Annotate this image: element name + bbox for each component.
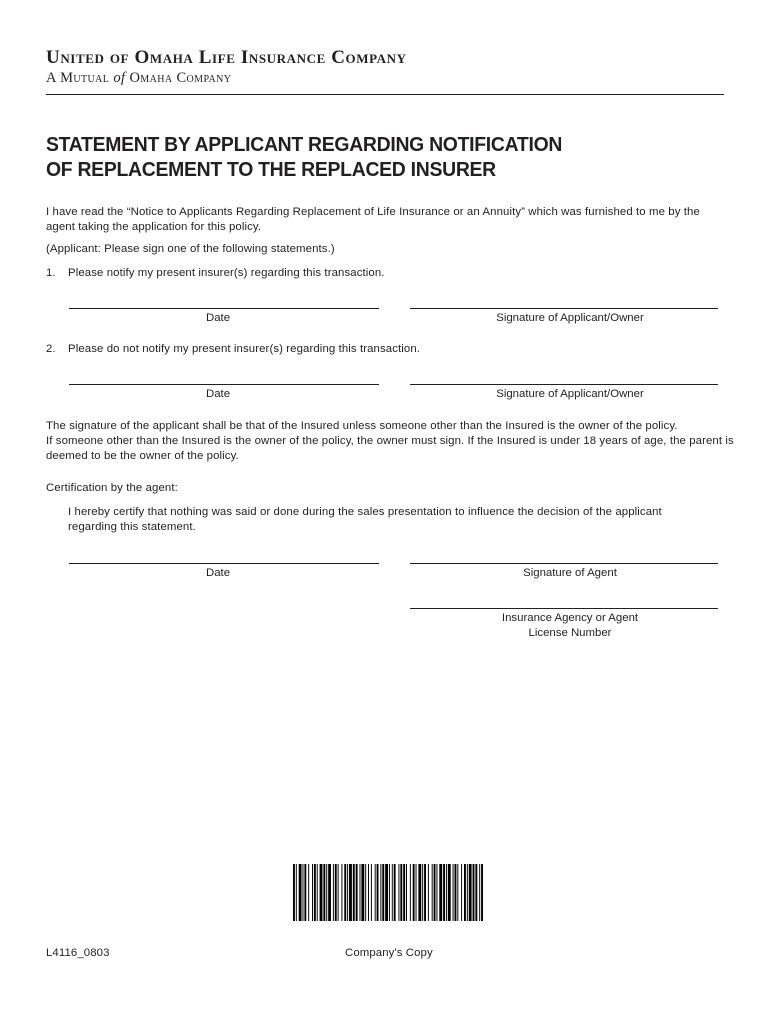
copy-label: Company's Copy [345,947,433,959]
option-2-date-label: Date [205,388,231,400]
agent-signature-label: Signature of Agent [523,567,617,579]
barcode-bar [314,864,316,921]
barcode-bar [360,864,361,921]
barcode [293,864,483,921]
barcode-bar [333,864,334,921]
barcode-bar [453,864,454,921]
barcode-bar [473,864,475,921]
barcode-bar [341,864,342,921]
barcode-bar [323,864,325,921]
barcode-bar [365,864,366,921]
tagline-prefix: A Mutual [46,70,110,86]
agency-license-label-line-1: Insurance Agency or Agent [501,612,639,624]
barcode-bar [361,864,364,921]
certification-heading: Certification by the agent: [46,482,178,494]
barcode-bar [416,864,417,921]
option-1-date-label: Date [205,312,231,324]
barcode-bar [467,864,468,921]
header-divider [46,94,724,95]
page-title [46,133,667,183]
barcode-bar [344,864,346,921]
barcode-bar [389,864,390,921]
signature-note-line-1: The signature of the applicant shall be that of the Insured unless someone other than the Insured is the owner of the policy. [46,420,678,432]
title-line-2: OF REPLACEMENT TO THE REPLACED INSURER [46,159,496,181]
barcode-bar [371,864,372,921]
barcode-bar [461,864,462,921]
barcode-bar [312,864,313,921]
barcode-bar [434,864,436,921]
agency-license-label [410,611,730,641]
option-2-signature-label: Signature of Applicant/Owner [496,388,644,400]
tagline-suffix: Omaha Company [129,70,232,86]
barcode-bar [380,864,381,921]
barcode-bar [443,864,445,921]
barcode-bar [356,864,358,921]
barcode-bar [349,864,352,921]
barcode-bar [303,864,304,921]
barcode-bar [422,864,423,921]
option-1-date-line[interactable] [69,308,379,309]
agency-license-label-line-2: License Number [528,627,612,639]
barcode-bar [428,864,429,921]
option-2-date-line[interactable] [69,384,379,385]
barcode-bar [406,864,407,921]
barcode-bar [413,864,415,921]
agent-date-line[interactable] [69,563,379,564]
option-1-signature-line[interactable] [410,308,718,309]
company-name: United of Omaha Life Insurance Company [46,47,407,68]
certification-text: I hereby certify that nothing was said or done during the sales presentation to influence the decision of the applicant regarding this statement. [68,506,662,533]
option-1-text: Please notify my present insurer(s) regarding this transaction. [68,267,385,279]
barcode-bar [304,864,306,921]
barcode-bar [385,864,388,921]
agent-date-label: Date [205,567,231,579]
barcode-bar [308,864,309,921]
barcode-bar [400,864,402,921]
instruction-text: (Applicant: Please sign one of the following statements.) [46,243,335,255]
barcode-bar [446,864,447,921]
intro-paragraph: I have read the “Notice to Applicants Regarding Replacement of Life Insurance or an Annuity” which was furnished to me by the agent taking the application for this policy. [46,206,700,233]
barcode-bar [377,864,379,921]
barcode-bar [338,864,339,921]
barcode-bar [394,864,396,921]
barcode-bar [481,864,483,921]
barcode-bar [353,864,355,921]
barcode-bar [475,864,477,921]
barcode-bar [432,864,433,921]
barcode-bar [418,864,421,921]
option-1-signature-label: Signature of Applicant/Owner [496,312,644,324]
barcode-bar [448,864,451,921]
signature-note-line-2: If someone other than the Insured is the owner of the policy, the owner must sign. If the Insured is under 18 years of age, the parent is deemed to be the owner of the policy. [46,435,734,462]
barcode-bar [328,864,331,921]
barcode-bar [347,864,348,921]
agency-license-line[interactable] [410,608,718,609]
barcode-bar [326,864,327,921]
barcode-bar [299,864,302,921]
barcode-bar [320,864,323,921]
barcode-bar [335,864,337,921]
barcode-bar [368,864,369,921]
agent-signature-line[interactable] [410,563,718,564]
barcode-bar [293,864,295,921]
form-number: L4116_0803 [46,947,110,959]
company-tagline [46,70,231,87]
barcode-bar [410,864,411,921]
option-2-number: 2. [46,343,56,355]
option-2-text: Please do not notify my present insurer(s) regarding this transaction. [68,343,421,355]
barcode-bar [436,864,437,921]
barcode-bar [464,864,466,921]
barcode-bar [455,864,457,921]
barcode-bar [296,864,297,921]
tagline-of: of [113,70,126,86]
barcode-bar [317,864,318,921]
barcode-bar [403,864,405,921]
option-2-signature-line[interactable] [410,384,718,385]
barcode-bar [457,864,458,921]
title-line-1: STATEMENT BY APPLICANT REGARDING NOTIFICATION [46,134,563,156]
barcode-bar [375,864,376,921]
barcode-bar [479,864,480,921]
signature-note [46,419,736,464]
barcode-bar [392,864,393,921]
barcode-bar [424,864,426,921]
barcode-bar [439,864,442,921]
barcode-bar [382,864,384,921]
barcode-bar [398,864,399,921]
option-1-number: 1. [46,267,56,279]
barcode-bar [469,864,472,921]
